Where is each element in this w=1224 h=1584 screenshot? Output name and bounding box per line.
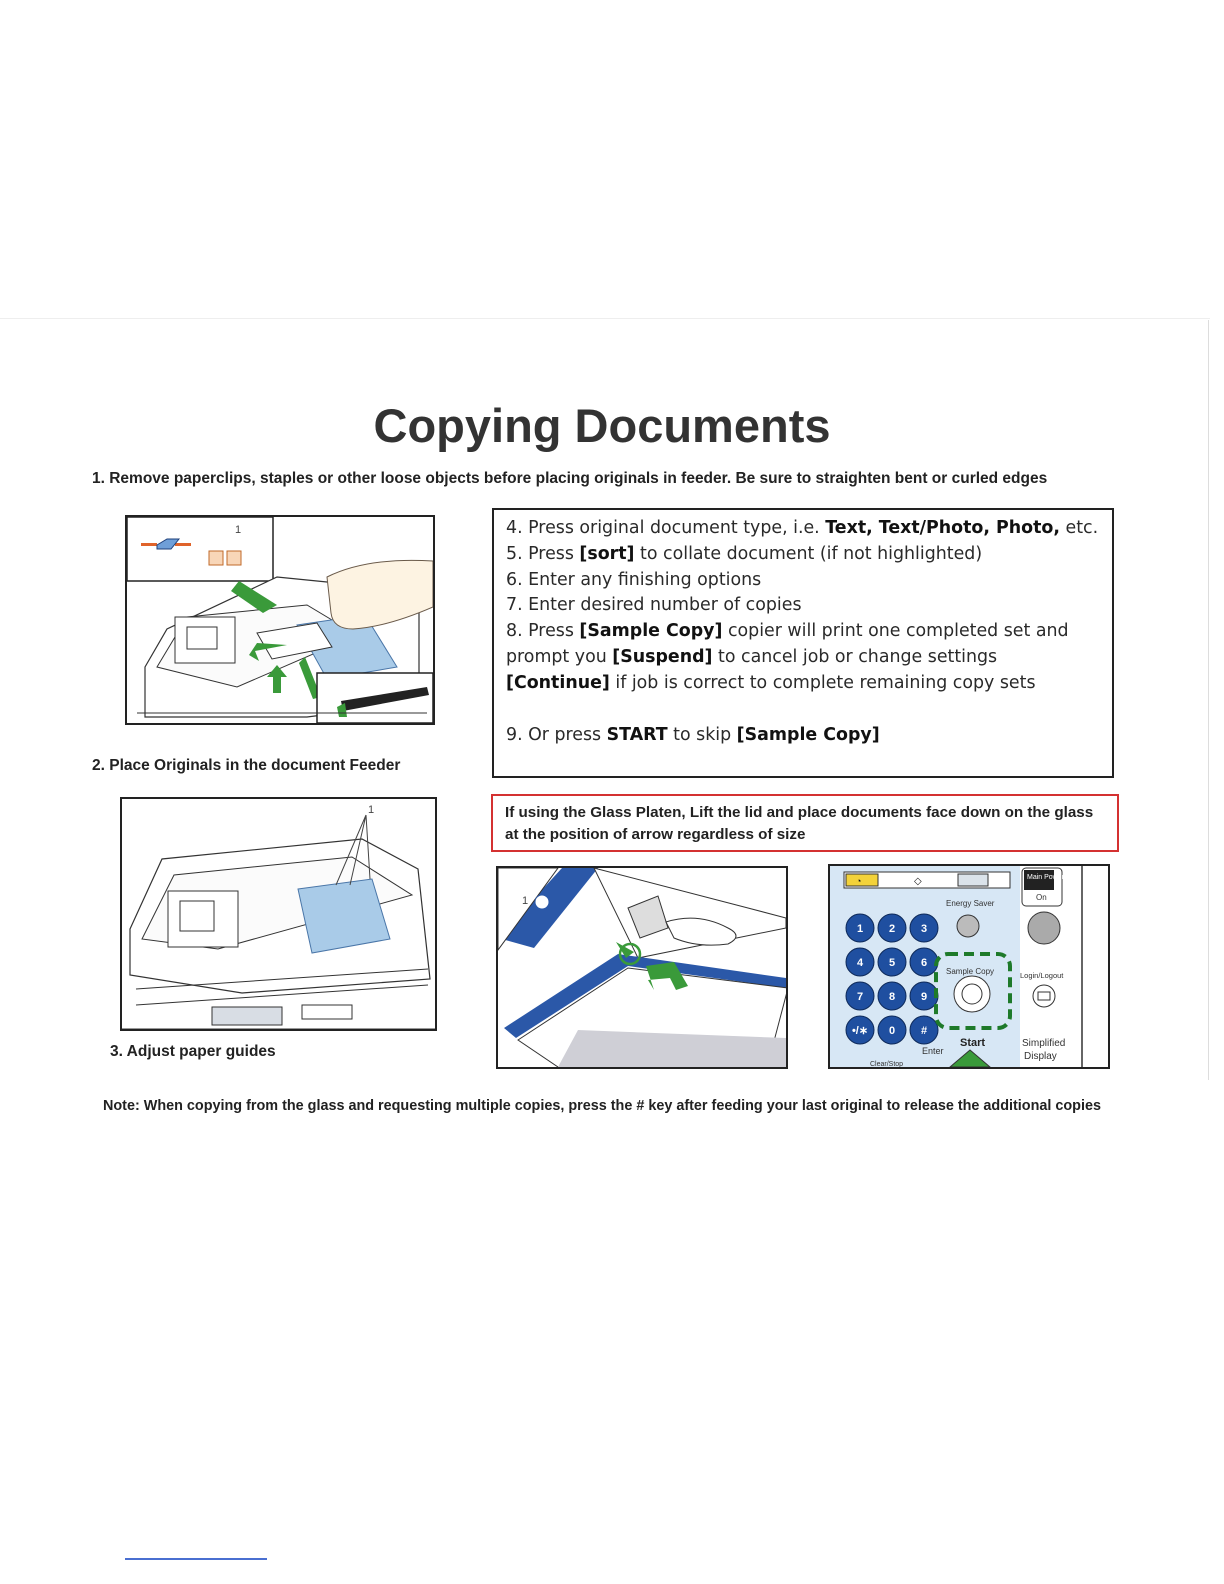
keypad-key-label: 9: [920, 991, 928, 1003]
keypad-key-label: 3: [920, 923, 928, 935]
instruction-text: copier will print one completed set and: [722, 621, 1069, 642]
keypad-key-label: 7: [856, 991, 864, 1003]
instruction-emphasis: [sort]: [579, 543, 635, 564]
instruction-text: to cancel job or change settings: [712, 646, 998, 667]
instruction-line: [506, 619, 1100, 645]
page-title: Copying Documents: [373, 399, 831, 452]
instruction-emphasis: [Continue]: [506, 672, 610, 693]
instruction-text: 5. Press: [506, 543, 580, 564]
footer-rule: [125, 1558, 267, 1560]
instruction-line: [506, 593, 1100, 619]
scan-top-edge: [0, 318, 1210, 319]
sample-copy-label: Sample Copy: [946, 967, 995, 976]
instruction-line: [506, 723, 1100, 749]
instruction-emphasis: [Sample Copy]: [579, 621, 723, 642]
callout-label-3: 1: [522, 895, 529, 907]
start-label: Start: [960, 1037, 986, 1049]
instruction-line: [506, 568, 1100, 594]
bottom-note: Note: When copying from the glass and requesting multiple copies, press the # key after feeding your last original to release the additional copies: [103, 1098, 1101, 1114]
step-1-text: 1. Remove paperclips, staples or other loose objects before placing originals in feeder. Be sure to straighten bent or curled edges: [92, 470, 1048, 487]
instruction-spacer: [506, 697, 1100, 723]
keypad-key-label: 6: [920, 957, 928, 969]
instruction-text: prompt you: [506, 646, 613, 667]
instructions-box: [492, 508, 1114, 778]
instruction-text: 9. Or press: [506, 724, 607, 745]
energy-saver-label: Energy Saver: [946, 899, 995, 908]
keypad-key-label: 5: [888, 957, 896, 969]
keypad-key-label: #: [920, 1025, 928, 1037]
instruction-text: to skip: [667, 724, 737, 745]
instruction-text: if job is correct to complete remaining copy sets: [609, 672, 1036, 693]
instruction-line: [506, 645, 1100, 671]
instruction-emphasis: START: [606, 724, 668, 745]
main-power-label: Main Power: [1027, 874, 1064, 881]
instruction-line: [506, 671, 1100, 697]
glass-platen-illustration: [496, 866, 788, 1069]
glass-platen-note: If using the Glass Platen, Lift the lid and place documents face down on the glass at the position of arrow regardless of size: [491, 794, 1119, 852]
login-logout-label: Login/Logout: [1020, 971, 1064, 980]
feeder-illustration: [125, 515, 435, 725]
instruction-text: 4. Press original document type, i.e.: [506, 518, 826, 538]
keypad-key-label: •/∗: [851, 1025, 869, 1037]
scan-right-edge: [1208, 320, 1209, 1080]
instruction-text: 8. Press: [506, 621, 580, 642]
instruction-text: 7. Enter desired number of copies: [506, 595, 802, 616]
instruction-emphasis: Text, Text/Photo, Photo,: [825, 518, 1060, 538]
keypad-key-label: 4: [856, 957, 864, 969]
step-3-caption: 3. Adjust paper guides: [110, 1043, 276, 1060]
callout-label: 1: [235, 524, 242, 536]
callout-label-2: 1: [368, 804, 375, 816]
instruction-emphasis: [Suspend]: [612, 646, 713, 667]
keypad-key-label: 0: [888, 1025, 896, 1037]
svg-text:◇: ◇: [914, 876, 922, 887]
instruction-line: [506, 542, 1100, 568]
on-label: On: [1036, 893, 1047, 902]
instruction-emphasis: [Sample Copy]: [736, 724, 880, 745]
step-2-caption: 2. Place Originals in the document Feeder: [92, 757, 401, 774]
clear-stop-label: Clear/Stop: [870, 1061, 904, 1067]
enter-label: Enter: [922, 1046, 944, 1056]
instruction-line: [506, 516, 1100, 542]
keypad-key-label: 1: [856, 923, 864, 935]
keypad-key-label: 2: [888, 923, 896, 935]
instruction-text: 6. Enter any finishing options: [506, 569, 762, 590]
keypad-key-label: 8: [888, 991, 896, 1003]
svg-text:◔: ◔: [856, 876, 862, 886]
paper-guides-illustration: [120, 797, 437, 1031]
control-panel-illustration: [828, 864, 1110, 1069]
instruction-text: to collate document (if not highlighted): [634, 543, 983, 564]
simplified-display-label: Simplified Display: [1022, 1038, 1066, 1062]
instruction-text: etc.: [1059, 518, 1099, 538]
